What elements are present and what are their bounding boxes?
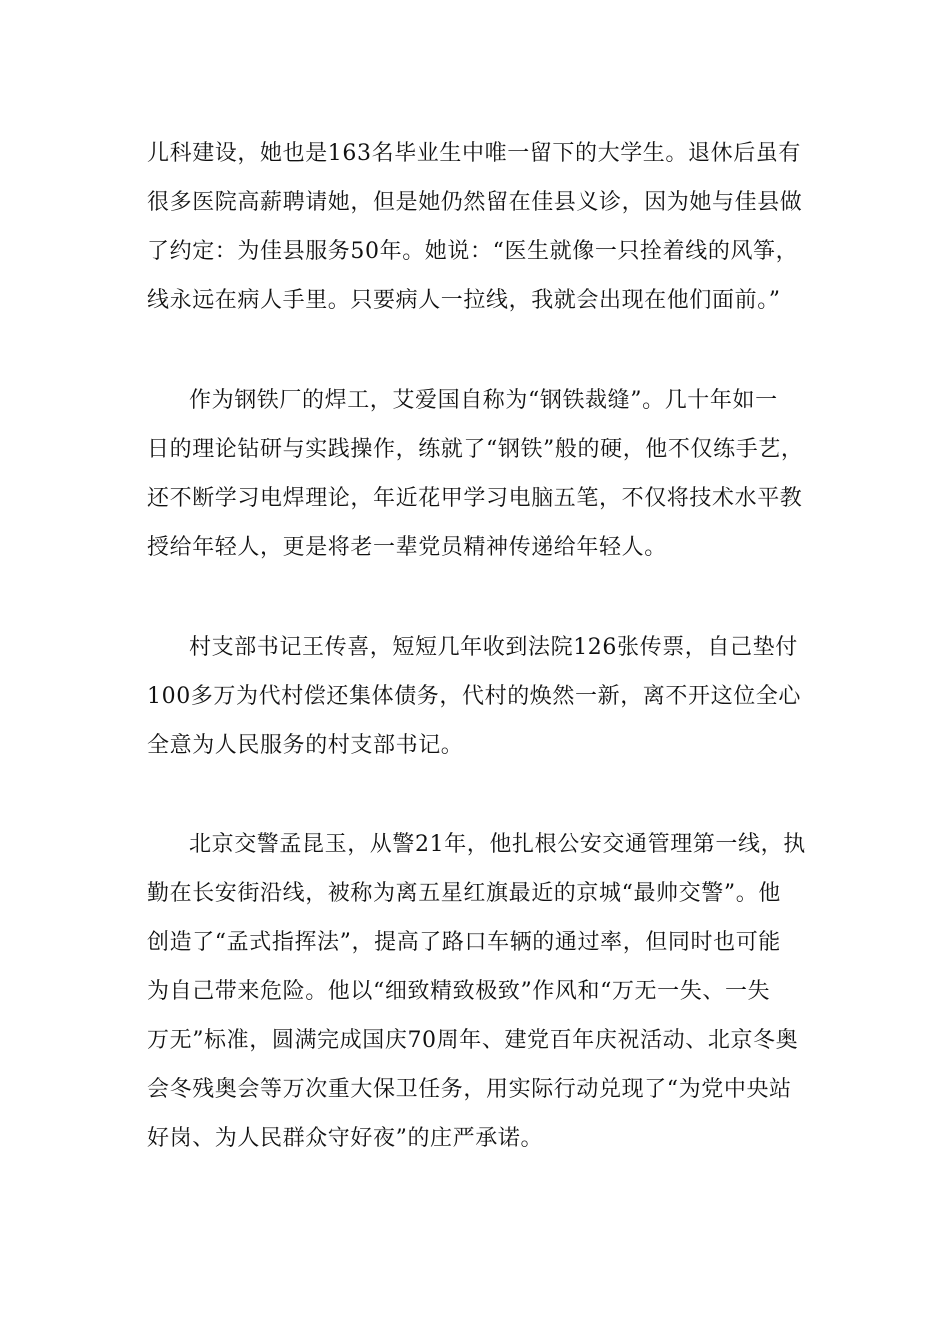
text-line: 好岗、为人民群众守好夜”的庄严承诺。 [147, 1126, 544, 1151]
text-line: 日的理论钻研与实践操作，练就了“钢铁”般的硬，他不仅练手艺， [147, 437, 804, 462]
text-line: 儿科建设，她也是163名毕业生中唯一留下的大学生。退休后虽有 [147, 141, 801, 166]
text-line: 勤在长安街沿线，被称为离五星红旗最近的京城“最帅交警”。他 [147, 881, 781, 906]
text-line: 创造了“孟式指挥法”，提高了路口车辆的通过率，但同时也可能 [147, 930, 781, 955]
text-line: 授给年轻人，更是将老一辈党员精神传递给年轻人。 [147, 535, 667, 560]
text-line: 会冬残奥会等万次重大保卫任务，用实际行动兑现了“为党中央站 [147, 1077, 792, 1102]
text-line: 全意为人民服务的村支部书记。 [147, 733, 464, 758]
text-line: 很多医院高薪聘请她，但是她仍然留在佳县义诊，因为她与佳县做 [147, 190, 803, 215]
text-line: 还不断学习电焊理论，年近花甲学习电脑五笔，不仅将技术水平教 [147, 486, 803, 511]
text-line: 为自己带来危险。他以“细致精致极致”作风和“万无一失、一失 [147, 979, 771, 1004]
text-line: 北京交警孟昆玉，从警21年，他扎根公安交通管理第一线，执 [189, 832, 806, 857]
text-line: 万无”标准，圆满完成国庆70周年、建党百年庆祝活动、北京冬奥 [147, 1028, 799, 1053]
text-line: 作为钢铁厂的焊工，艾爱国自称为“钢铁裁缝”。几十年如一 [189, 388, 778, 413]
paragraph-traffic-police [147, 820, 807, 1163]
text-line: 了约定：为佳县服务50年。她说：“医生就像一只拴着线的风筝， [147, 239, 799, 264]
text-line: 线永远在病人手里。只要病人一拉线，我就会出现在他们面前。” [147, 288, 781, 313]
paragraph-welder [147, 376, 807, 572]
text-line: 100多万为代村偿还集体债务，代村的焕然一新，离不开这位全心 [147, 684, 801, 709]
paragraph-village-secretary [147, 623, 807, 770]
text-line: 村支部书记王传喜，短短几年收到法院126张传票，自己垫付 [189, 635, 798, 660]
paragraph-pediatric-doctor [147, 129, 807, 325]
